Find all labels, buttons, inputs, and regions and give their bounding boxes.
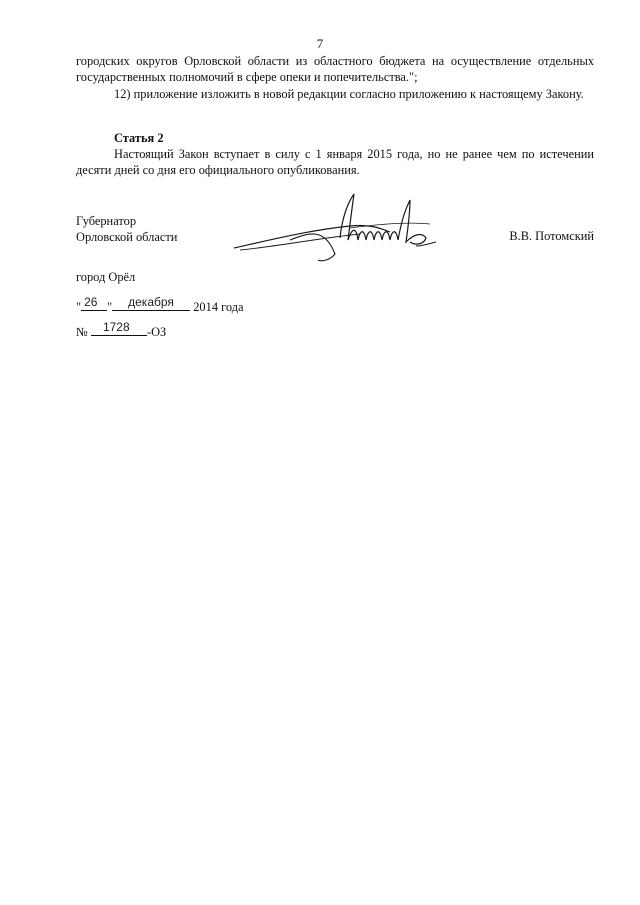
date-month: декабря: [128, 295, 174, 309]
city: город Орёл: [76, 270, 136, 284]
signatory-title-line2: Орловской области: [76, 230, 178, 244]
date-year: 2014 года: [193, 300, 244, 314]
handwritten-signature: [230, 188, 440, 270]
signing-date: [76, 295, 244, 315]
signatory-name: В.В. Потомский: [509, 229, 594, 243]
date-close-quote: ": [107, 300, 113, 314]
date-open-quote: ": [76, 300, 82, 314]
number-field: [91, 320, 147, 336]
paragraph-continuation: городских округов Орловской области из областного бюджета на осуществление отдельных государственных полномочий в сфере опеки и попечительства.";: [76, 54, 594, 84]
date-month-field: [112, 295, 190, 311]
number-value: 1728: [102, 320, 130, 334]
date-day-field: [81, 295, 107, 311]
law-number: [76, 320, 167, 340]
article-text: Настоящий Закон вступает в силу с 1 января 2015 года, но не ранее чем по истечении десяти дней со дня его официального опубликования.: [76, 147, 594, 177]
signatory-title-line1: Губернатор: [76, 214, 137, 228]
article-title: Статья 2: [114, 131, 164, 145]
page-number: 7: [316, 36, 324, 51]
signatory-title: [76, 213, 177, 245]
number-suffix: -ОЗ: [146, 325, 167, 339]
paragraph-item-12: 12) приложение изложить в новой редакции согласно приложению к настоящему Закону.: [114, 87, 584, 101]
date-day: 26: [84, 295, 98, 309]
number-sign: №: [76, 325, 88, 339]
